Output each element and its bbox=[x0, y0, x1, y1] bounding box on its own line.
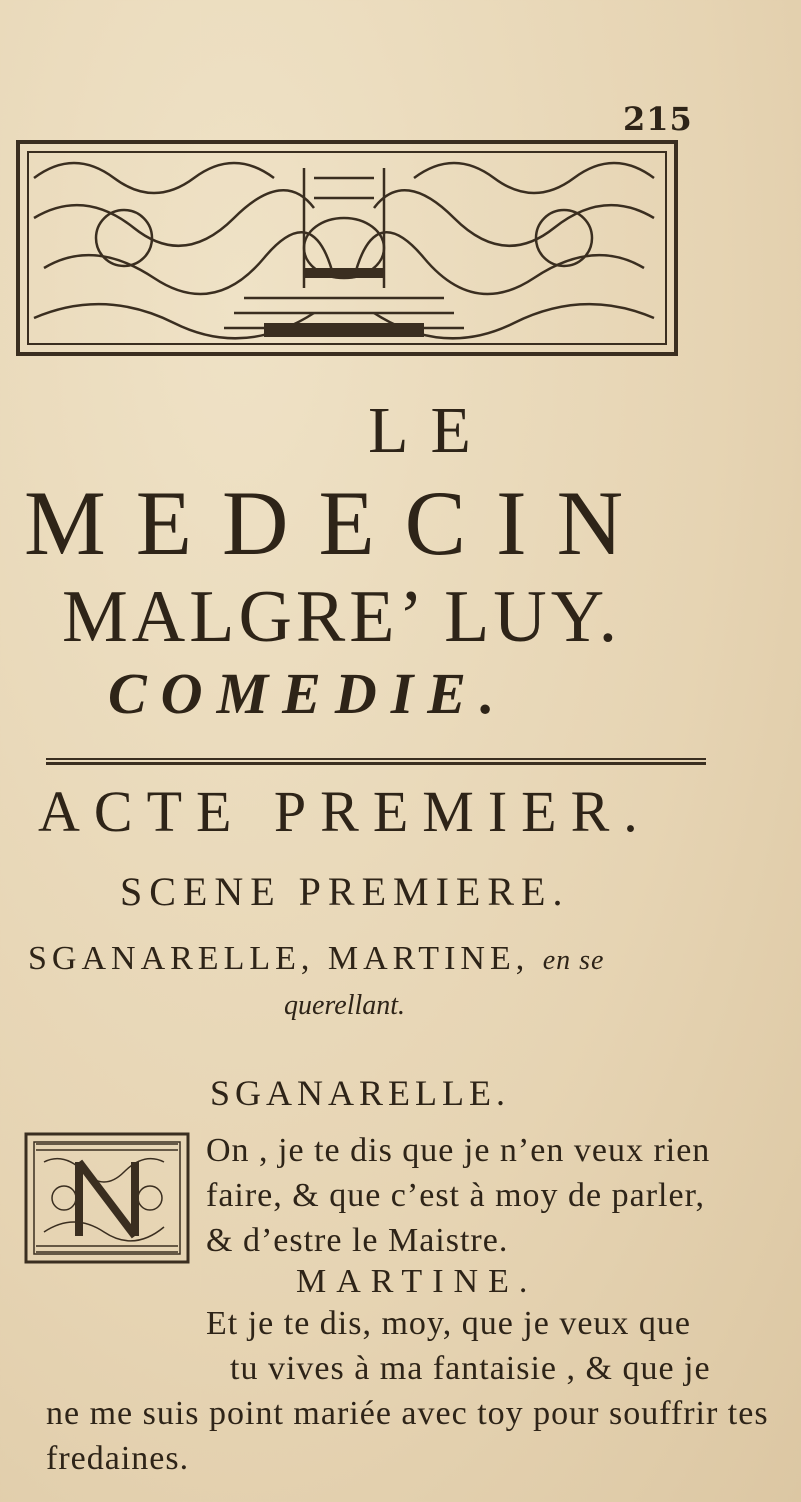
dialogue-line: On , je te dis que je n’en veux rien bbox=[206, 1132, 711, 1169]
dialogue-line: fredaines. bbox=[46, 1440, 190, 1477]
stage-direction-1: en se bbox=[542, 945, 605, 976]
decorated-drop-cap bbox=[24, 1132, 190, 1264]
title-line-3: MALGRE’ LUY. bbox=[62, 576, 622, 658]
characters-names: SGANARELLE, MARTINE, bbox=[28, 940, 530, 977]
title-line-4: COMEDIE. bbox=[108, 661, 509, 726]
scene-heading: SCENE PREMIERE. bbox=[120, 869, 570, 914]
ornamental-headpiece bbox=[14, 138, 680, 358]
dialogue-line: ne me suis point mariée avec toy pour souffrir tes bbox=[46, 1395, 769, 1432]
dialogue-line: tu vives à ma fantaisie , & que je bbox=[230, 1350, 711, 1387]
dialogue-line: & d’estre le Maistre. bbox=[206, 1222, 509, 1259]
speaker-martine: MARTINE. bbox=[296, 1263, 538, 1300]
title-line-2: MEDECIN bbox=[24, 472, 654, 574]
characters-line bbox=[28, 940, 604, 978]
dialogue-line: Et je te dis, moy, que je veux que bbox=[206, 1305, 692, 1342]
stage-direction-2: querellant. bbox=[284, 990, 406, 1021]
speaker-sganarelle: SGANARELLE. bbox=[210, 1073, 510, 1113]
page-number: 215 bbox=[623, 100, 693, 138]
act-heading: ACTE PREMIER. bbox=[38, 779, 652, 844]
horizontal-rule bbox=[46, 758, 706, 765]
dialogue-line: faire, & que c’est à moy de parler, bbox=[206, 1177, 706, 1214]
title-line-1: LE bbox=[368, 394, 493, 467]
